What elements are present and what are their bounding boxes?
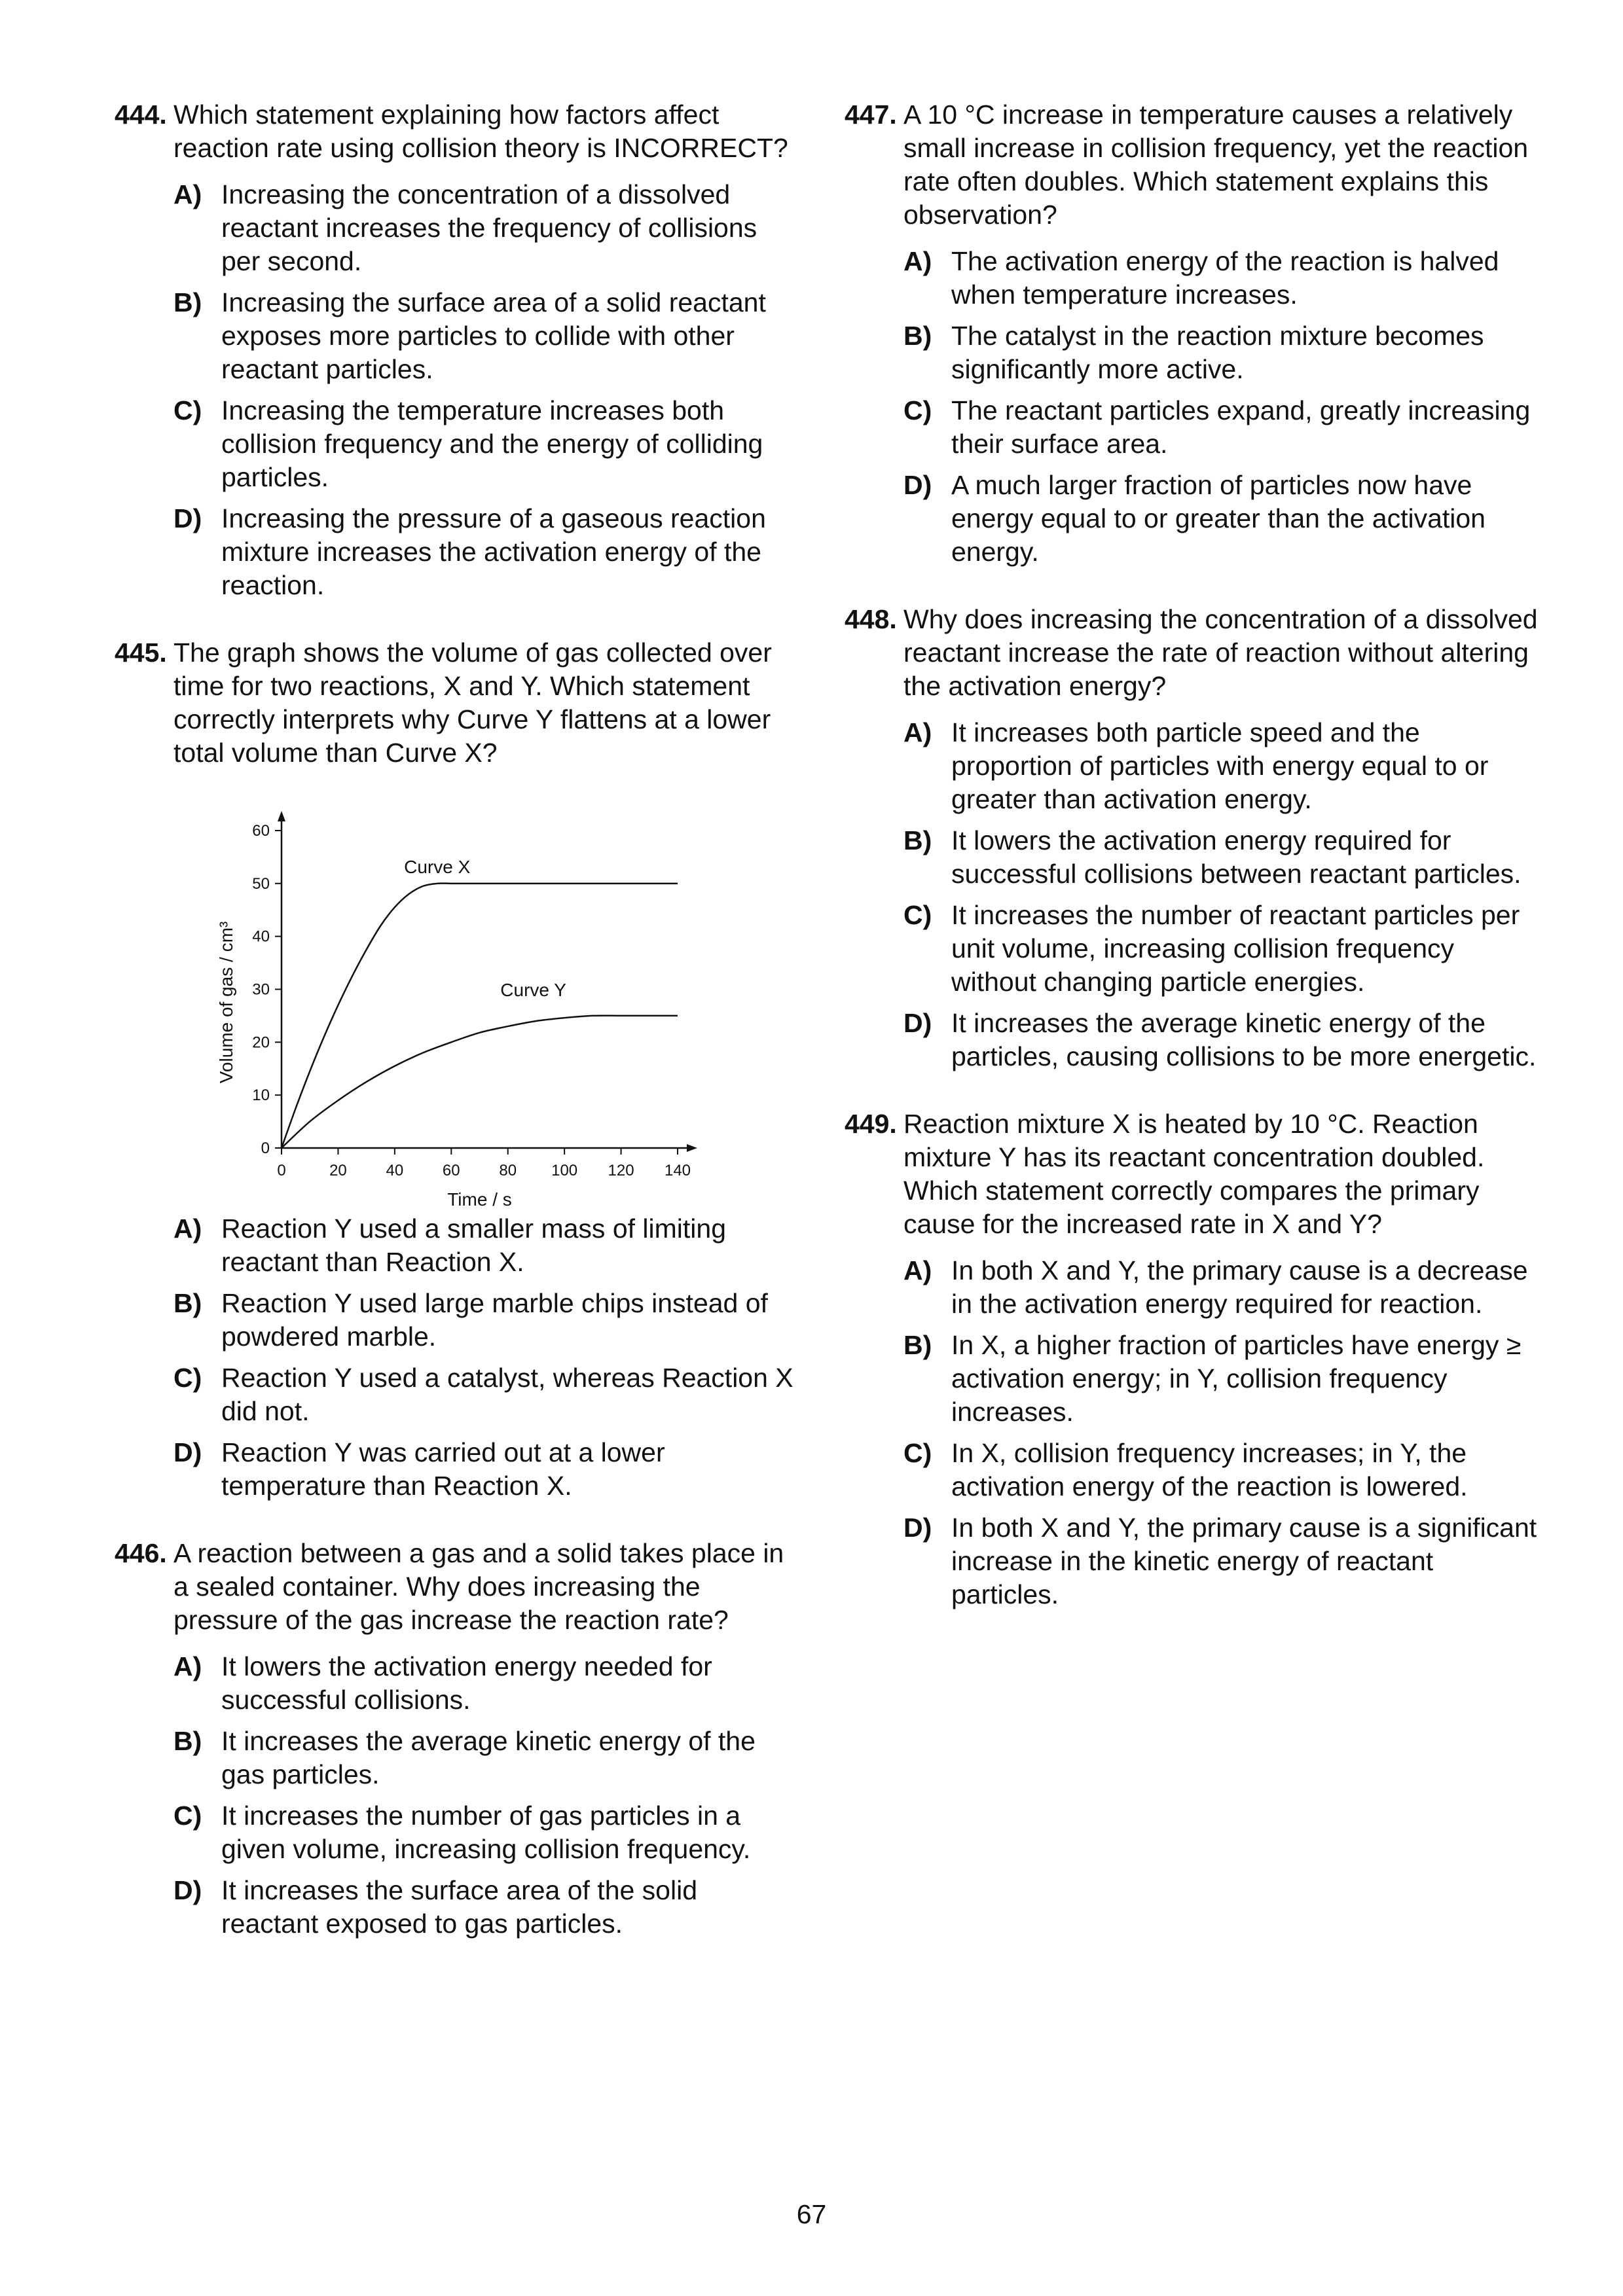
- option-text: It increases both particle speed and the proportion of particles with energy equal to or greater than activation energy.: [951, 717, 1489, 814]
- option-text: In X, a higher fraction of particles have energy ≥ activation energy; in Y, collision frequency increases.: [951, 1330, 1522, 1427]
- chart-ticks: [252, 822, 691, 1179]
- option-b[interactable]: [903, 1329, 1545, 1429]
- question-text: Which statement explaining how factors affect reaction rate using collision theory is INCORRECT?: [173, 99, 788, 163]
- option-text: The reactant particles expand, greatly increasing their surface area.: [951, 395, 1531, 459]
- option-letter: A): [903, 1255, 932, 1285]
- option-text: Reaction Y used large marble chips instead of powdered marble.: [221, 1288, 768, 1352]
- question-number: 444.: [115, 99, 167, 130]
- option-letter: B): [903, 321, 932, 351]
- option-letter: D): [173, 1437, 202, 1467]
- line-chart: [193, 788, 887, 1210]
- option-letter: C): [903, 1438, 932, 1468]
- x-tick-label: 60: [442, 1162, 460, 1179]
- option-text: In X, collision frequency increases; in Y, the activation energy of the reaction is lowered.: [951, 1438, 1468, 1501]
- x-tick-label: 100: [551, 1162, 578, 1179]
- option-text: Reaction Y was carried out at a lower temperature than Reaction X.: [221, 1437, 665, 1501]
- answer-options: [903, 245, 1545, 569]
- question-number: 446.: [115, 1538, 167, 1568]
- option-a[interactable]: [903, 245, 1545, 312]
- option-text: A much larger fraction of particles now have energy equal to or greater than the activation energy.: [951, 470, 1486, 567]
- option-letter: B): [903, 825, 932, 855]
- y-tick-label: 0: [261, 1139, 270, 1157]
- x-axis-arrow: [687, 1144, 697, 1152]
- option-text: Reaction Y used a catalyst, whereas Reaction X did not.: [221, 1363, 793, 1426]
- x-tick-label: 40: [386, 1162, 404, 1179]
- right-column: [845, 98, 1545, 1645]
- option-letter: D): [173, 503, 202, 533]
- x-axis-label: Time / s: [447, 1189, 512, 1210]
- option-letter: A): [903, 246, 932, 276]
- question-449: [845, 1107, 1545, 1611]
- x-tick-label: 140: [664, 1162, 691, 1179]
- option-a[interactable]: [903, 1254, 1545, 1321]
- option-a[interactable]: [173, 178, 795, 278]
- x-tick-label: 120: [608, 1162, 634, 1179]
- x-tick-label: 80: [499, 1162, 517, 1179]
- question-number: 445.: [115, 637, 167, 668]
- y-tick-label: 50: [252, 874, 270, 893]
- y-tick-label: 20: [252, 1033, 270, 1052]
- question-text: A reaction between a gas and a solid takes place in a sealed container. Why does increasing the pressure of the gas increase the reaction rate?: [173, 1538, 784, 1635]
- option-text: In both X and Y, the primary cause is a decrease in the activation energy required for reaction.: [951, 1255, 1528, 1319]
- option-text: Increasing the temperature increases both collision frequency and the energy of colliding particles.: [221, 395, 763, 492]
- question-444: [115, 98, 795, 602]
- y-tick-label: 40: [252, 927, 270, 946]
- question-445: [115, 636, 795, 1503]
- y-axis-label: Volume of gas / cm³: [216, 921, 236, 1084]
- option-text: Increasing the pressure of a gaseous reaction mixture increases the activation energy of the reaction.: [221, 503, 766, 600]
- option-letter: A): [173, 1651, 202, 1681]
- option-b[interactable]: [173, 1287, 795, 1354]
- option-text: It lowers the activation energy required for successful collisions between reactant particles.: [951, 825, 1522, 889]
- option-b[interactable]: [903, 319, 1545, 386]
- option-text: It increases the number of gas particles in a given volume, increasing collision frequency.: [221, 1801, 751, 1864]
- option-c[interactable]: [173, 1361, 795, 1428]
- option-letter: C): [173, 1801, 202, 1831]
- answer-options: [173, 178, 795, 602]
- option-letter: D): [903, 1008, 932, 1038]
- page-number: 67: [796, 2199, 827, 2229]
- chart-axes: [278, 811, 697, 1152]
- question-number: 449.: [845, 1109, 897, 1139]
- option-d[interactable]: [173, 1436, 795, 1503]
- series-label-curve-y: Curve Y: [500, 979, 566, 1000]
- option-c[interactable]: [903, 899, 1545, 999]
- left-column: [115, 98, 795, 1975]
- y-tick-label: 60: [252, 822, 270, 840]
- y-tick-label: 10: [252, 1086, 270, 1105]
- option-text: It increases the average kinetic energy of the particles, causing collisions to be more energetic.: [951, 1008, 1537, 1071]
- option-c[interactable]: [173, 1799, 795, 1866]
- question-448: [845, 603, 1545, 1073]
- option-letter: D): [173, 1875, 202, 1905]
- gas-volume-graph: [193, 788, 887, 1210]
- option-letter: D): [903, 470, 932, 500]
- y-tick-label: 30: [252, 980, 270, 999]
- answer-options: [903, 1254, 1545, 1611]
- option-letter: A): [903, 717, 932, 747]
- option-d[interactable]: [903, 469, 1545, 569]
- option-b[interactable]: [903, 824, 1545, 891]
- chart-series: [282, 884, 678, 1148]
- option-d[interactable]: [903, 1511, 1545, 1611]
- option-letter: B): [173, 287, 202, 317]
- question-447: [845, 98, 1545, 569]
- option-d[interactable]: [173, 1874, 795, 1941]
- option-letter: B): [173, 1726, 202, 1756]
- series-line-curve-y: [282, 1016, 678, 1148]
- series-label-curve-x: Curve X: [404, 856, 471, 877]
- answer-options: [173, 1212, 795, 1503]
- option-letter: C): [903, 395, 932, 425]
- option-c[interactable]: [903, 1437, 1545, 1503]
- option-c[interactable]: [903, 394, 1545, 461]
- question-number: 448.: [845, 604, 897, 634]
- y-axis-arrow: [278, 811, 285, 821]
- x-tick-label: 0: [277, 1162, 286, 1179]
- option-letter: A): [173, 179, 202, 209]
- option-letter: B): [173, 1288, 202, 1318]
- option-text: It increases the surface area of the solid reactant exposed to gas particles.: [221, 1875, 698, 1939]
- option-b[interactable]: [173, 1725, 795, 1791]
- question-text: Reaction mixture X is heated by 10 °C. Reaction mixture Y has its reactant concentration doubled. Which statement correctly compares the primary cause for the increased rate in X and Y?: [903, 1109, 1485, 1239]
- option-d[interactable]: [173, 502, 795, 602]
- option-text: It lowers the activation energy needed for successful collisions.: [221, 1651, 712, 1715]
- option-a[interactable]: [903, 716, 1545, 816]
- option-text: It increases the number of reactant particles per unit volume, increasing collision frequency without changing particle energies.: [951, 900, 1520, 997]
- option-text: In both X and Y, the primary cause is a significant increase in the kinetic energy of reactant particles.: [951, 1513, 1537, 1609]
- question-number: 447.: [845, 99, 897, 130]
- question-446: [115, 1537, 795, 1941]
- option-letter: C): [173, 395, 202, 425]
- option-text: The activation energy of the reaction is halved when temperature increases.: [951, 246, 1499, 310]
- question-text: A 10 °C increase in temperature causes a relatively small increase in collision frequency, yet the reaction rate often doubles. Which statement explains this observation?: [903, 99, 1529, 230]
- option-letter: B): [903, 1330, 932, 1360]
- option-text: It increases the average kinetic energy of the gas particles.: [221, 1726, 756, 1789]
- option-c[interactable]: [173, 394, 795, 494]
- option-text: Increasing the surface area of a solid reactant exposes more particles to collide with other reactant particles.: [221, 287, 766, 384]
- answer-options: [903, 716, 1545, 1073]
- option-letter: C): [173, 1363, 202, 1393]
- option-text: Increasing the concentration of a dissolved reactant increases the frequency of collisions per second.: [221, 179, 757, 276]
- option-d[interactable]: [903, 1007, 1545, 1073]
- option-b[interactable]: [173, 286, 795, 386]
- option-text: The catalyst in the reaction mixture becomes significantly more active.: [951, 321, 1484, 384]
- option-a[interactable]: [173, 1650, 795, 1717]
- x-tick-label: 20: [329, 1162, 347, 1179]
- answer-options: [173, 1650, 795, 1941]
- option-letter: C): [903, 900, 932, 930]
- option-letter: A): [173, 1213, 202, 1244]
- option-text: Reaction Y used a smaller mass of limiting reactant than Reaction X.: [221, 1213, 726, 1277]
- question-text: Why does increasing the concentration of a dissolved reactant increase the rate of reaction without altering the activation energy?: [903, 604, 1538, 701]
- option-a[interactable]: [173, 1212, 795, 1279]
- option-letter: D): [903, 1513, 932, 1543]
- question-text: The graph shows the volume of gas collected over time for two reactions, X and Y. Which statement correctly interprets why Curve Y flattens at a lower total volume than Curve X?: [173, 637, 772, 768]
